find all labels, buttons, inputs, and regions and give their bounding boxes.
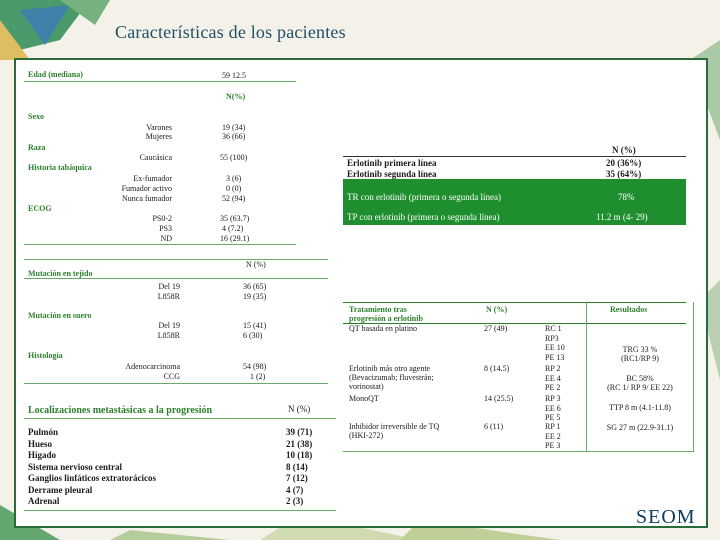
tissue-row-label: Del 19 — [158, 282, 180, 291]
histology-row-value: 54 (98) — [243, 362, 267, 371]
treatment-row-result: (RC 1/ RP 9/ EE 22) — [607, 383, 673, 392]
highlight-row-label: TR con erlotinib (primera o segunda línea) — [347, 192, 501, 202]
erlotinib-row-value: 35 (64%) — [606, 169, 642, 179]
metastasis-row-value: 8 (14) — [286, 461, 308, 472]
treatment-row-n: 8 (14.5) — [484, 364, 510, 373]
metastasis-row-label: Hígado — [28, 450, 57, 460]
metastasis-row-value: 39 (71) — [286, 427, 313, 437]
sex-row-value: 36 (66) — [222, 132, 246, 141]
treatment-row-label: (Bevacizumab; fluvestrán; — [349, 373, 434, 382]
serum-row-value: 6 (30) — [243, 331, 263, 340]
treatment-row-response: PE 3 — [545, 441, 561, 450]
erlotinib-row-label: Erlotinib primera línea — [347, 158, 437, 168]
erlotinib-n-header: N (%) — [612, 145, 636, 155]
ecog-row-value: 35 (63.7) — [220, 214, 250, 223]
sex-row-value: 19 (34) — [222, 123, 246, 132]
treatment-row-label: QT basada en platino — [349, 324, 418, 333]
treatment-row-response: RP3 — [545, 333, 559, 343]
slide-title: Características de los pacientes — [115, 22, 346, 42]
histology-row-value: 1 (2) — [250, 372, 266, 381]
treatment-row-response: PE 5 — [545, 413, 561, 422]
serum-row-label: L858R — [157, 331, 180, 340]
race-row-label: Caucásica — [139, 153, 172, 162]
metastasis-row-label: Derrame pleural — [28, 484, 93, 495]
smoking-row-value: 0 (0) — [226, 184, 242, 193]
histology-row-label: CCG — [163, 372, 180, 381]
smoking-row-label: Ex-fumador — [133, 174, 172, 183]
treatment-row-label: (HKI-272) — [349, 431, 384, 440]
treatment-row-response: EE 2 — [545, 431, 561, 441]
mutation-n-header: N (%) — [246, 260, 266, 269]
erlotinib-row-label: Erlotinib segunda línea — [347, 169, 437, 179]
treatment-row-n: 6 (11) — [484, 422, 504, 431]
ecog-row-label: PS3 — [159, 224, 172, 233]
seom-logo: SEOM — [636, 506, 696, 528]
highlight-row-value: 78% — [618, 192, 635, 202]
metastasis-row-label: Adrenal — [28, 496, 60, 506]
sex-row-label: Mujeres — [145, 132, 172, 141]
tissue-label: Mutación en tejido — [28, 269, 93, 278]
treatment-row-response: RP 1 — [545, 422, 561, 431]
metastasis-row-label: Sistema nervioso central — [28, 461, 122, 472]
ecog-row-label: ND — [160, 234, 172, 243]
serum-row-value: 15 (41) — [243, 321, 267, 330]
treatment-row-response: RC 1 — [545, 324, 562, 333]
treatment-row-result: TTP 8 m (4.1-11.8) — [609, 403, 671, 412]
tissue-row-value: 36 (65) — [243, 282, 267, 291]
sex-label: Sexo — [28, 112, 44, 121]
treatment-row-label: Inhibidor irreversible de TQ — [349, 422, 440, 431]
treatment-header-line1: Tratamiento tras — [349, 305, 407, 314]
metastasis-row-label: Pulmón — [28, 427, 59, 437]
tissue-row-value: 19 (35) — [243, 292, 267, 301]
treatment-row-result: BC 58% — [626, 374, 654, 383]
smoking-label: Historia tabáquica — [28, 163, 92, 172]
age-value: 59 12.5 — [222, 71, 246, 80]
treatment-row-response: RP 3 — [545, 394, 561, 403]
serum-row-label: Del 19 — [158, 321, 180, 330]
treatment-row-result: (RC1/RP 9) — [621, 354, 659, 363]
demographics-n-header: N(%) — [226, 92, 246, 101]
smoking-row-value: 3 (6) — [226, 174, 242, 183]
treatment-row-n: 14 (25.5) — [484, 394, 514, 403]
age-label: Edad (mediana) — [28, 70, 83, 79]
treatment-row-n: 27 (49) — [484, 324, 508, 333]
metastasis-row-value: 7 (12) — [286, 473, 308, 483]
serum-label: Mutación en suero — [28, 311, 92, 320]
metastasis-row-value: 2 (3) — [286, 496, 304, 506]
treatment-row-response: PE 13 — [545, 352, 565, 362]
ecog-row-value: 16 (29.1) — [220, 234, 250, 243]
tissue-row-label: L858R — [157, 292, 180, 301]
treatment-header-line2: progresión a erlotinib — [349, 314, 423, 323]
metastasis-header: Localizaciones metastásicas a la progresión — [28, 405, 213, 416]
treatment-row-label: Erlotinib más otro agente — [349, 364, 431, 373]
metastasis-row-value: 4 (7) — [286, 484, 304, 495]
metastasis-row-value: 21 (38) — [286, 438, 313, 449]
treatment-results-header: Resultados — [610, 305, 648, 314]
ecog-row-value: 4 (7.2) — [222, 224, 244, 233]
race-row-value: 55 (100) — [220, 153, 248, 162]
metastasis-row-label: Hueso — [28, 438, 53, 449]
treatment-row-response: PE 2 — [545, 383, 561, 392]
treatment-row-response: RP 2 — [545, 364, 561, 373]
metastasis-row-label: Ganglios linfáticos extratorácicos — [28, 473, 156, 483]
histology-label: Histología — [28, 351, 63, 360]
treatment-row-result: SG 27 m (22.9-31.1) — [606, 423, 674, 432]
treatment-row-result: TRG 33 % — [622, 345, 658, 354]
histology-row-label: Adenocarcinoma — [125, 362, 180, 371]
treatment-row-response: EE 10 — [545, 343, 565, 352]
treatment-row-response: EE 6 — [545, 403, 561, 413]
erlotinib-row-value: 20 (36%) — [606, 158, 642, 168]
smoking-row-label: Nunca fumador — [122, 194, 172, 203]
highlight-row-label: TP con erlotinib (primera o segunda línea) — [347, 212, 500, 222]
race-label: Raza — [28, 143, 46, 152]
metastasis-row-value: 10 (18) — [286, 450, 313, 460]
ecog-row-label: PS0-2 — [152, 214, 172, 223]
ecog-label: ECOG — [28, 204, 52, 213]
treatment-row-label: vorinostat) — [349, 382, 384, 391]
sex-row-label: Varones — [146, 123, 172, 132]
treatment-n-header: N (%) — [486, 305, 508, 314]
smoking-row-label: Fumador activo — [121, 184, 172, 193]
metastasis-n-header: N (%) — [288, 404, 311, 414]
treatment-row-label: MonoQT — [349, 394, 379, 403]
highlight-row-value: 11.2 m (4- 29) — [596, 212, 648, 222]
smoking-row-value: 52 (94) — [222, 194, 246, 203]
treatment-row-response: EE 4 — [545, 373, 561, 383]
